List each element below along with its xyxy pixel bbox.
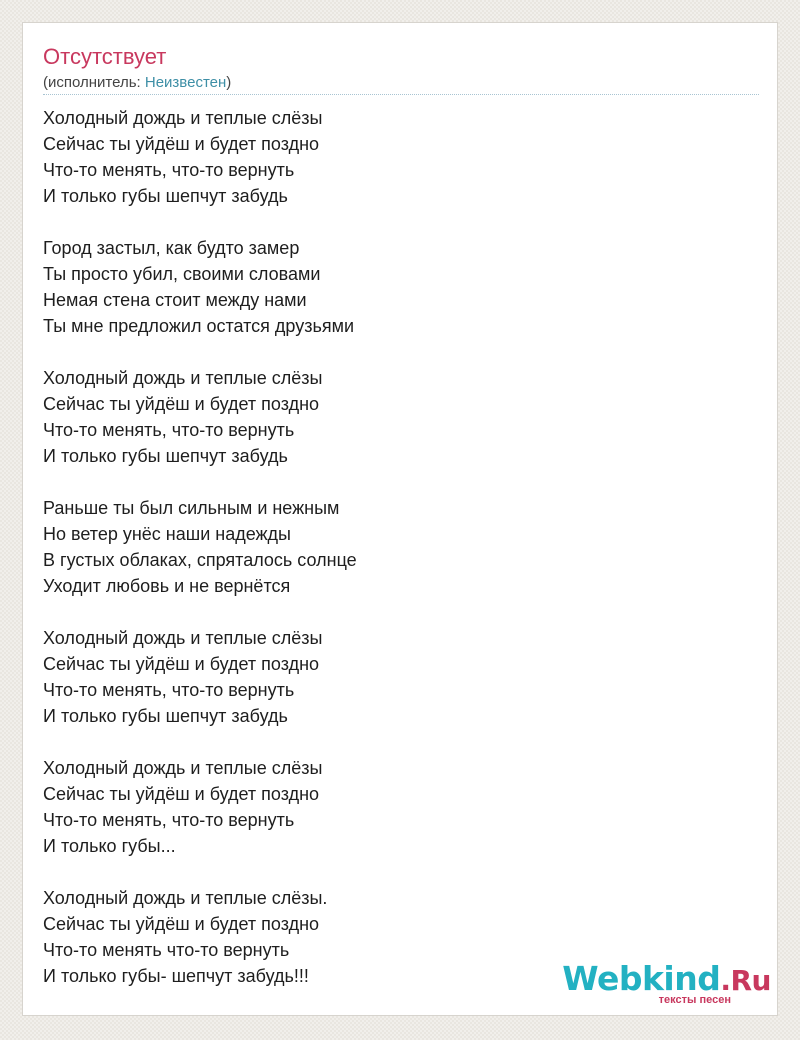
- lyric-line: В густых облаках, спряталось солнце: [43, 550, 357, 570]
- artist-link[interactable]: Неизвестен: [144, 74, 227, 91]
- lyric-line: И только губы шепчут забудь: [43, 186, 288, 206]
- lyrics-stanza: [43, 365, 759, 469]
- logo-brand: Webkind: [562, 959, 721, 998]
- artist-suffix: ): [226, 74, 232, 91]
- lyrics-stanza: [43, 495, 759, 599]
- artist-prefix: (исполнитель:: [43, 74, 145, 91]
- lyric-line: Ты просто убил, своими словами: [43, 264, 321, 284]
- lyric-line: Немая стена стоит между нами: [43, 290, 307, 310]
- lyric-line: Холодный дождь и теплые слёзы: [43, 368, 323, 388]
- lyric-line: Раньше ты был сильным и нежным: [43, 498, 340, 518]
- title-divider: [43, 94, 759, 95]
- lyric-line: Сейчас ты уйдёш и будет поздно: [43, 394, 320, 414]
- lyric-line: И только губы шепчут забудь: [43, 446, 288, 466]
- lyric-line: Сейчас ты уйдёш и будет поздно: [43, 654, 320, 674]
- lyric-line: Что-то менять, что-то вернуть: [43, 420, 295, 440]
- lyric-line: И только губы...: [43, 836, 176, 856]
- lyrics-stanza: [43, 105, 759, 209]
- song-title: Отсутствует: [43, 44, 167, 69]
- lyrics-card: [22, 22, 778, 1016]
- lyric-line: И только губы шепчут забудь: [43, 706, 288, 726]
- logo-tld: .Ru: [720, 964, 771, 997]
- lyric-line: Уходит любовь и не вернётся: [43, 576, 291, 596]
- lyric-line: Но ветер унёс наши надежды: [43, 524, 291, 544]
- lyrics-body: [43, 105, 759, 1015]
- lyric-line: Что-то менять, что-то вернуть: [43, 810, 295, 830]
- lyric-line: Что-то менять что-то вернуть: [43, 940, 290, 960]
- lyric-line: Сейчас ты уйдёш и будет поздно: [43, 134, 320, 154]
- lyric-line: Что-то менять, что-то вернуть: [43, 160, 295, 180]
- lyrics-stanza: [43, 755, 759, 859]
- lyric-line: Холодный дождь и теплые слёзы: [43, 758, 323, 778]
- lyric-line: Что-то менять, что-то вернуть: [43, 680, 295, 700]
- site-logo[interactable]: [562, 959, 771, 1009]
- lyric-line: Холодный дождь и теплые слёзы.: [43, 888, 328, 908]
- lyric-line: Сейчас ты уйдёш и будет поздно: [43, 914, 320, 934]
- lyrics-stanza: [43, 625, 759, 729]
- lyric-line: Ты мне предложил остатся друзьями: [43, 316, 355, 336]
- lyrics-stanza: [43, 235, 759, 339]
- lyric-line: Сейчас ты уйдёш и будет поздно: [43, 784, 320, 804]
- lyric-line: И только губы- шепчут забудь!!!: [43, 966, 309, 986]
- lyric-line: Холодный дождь и теплые слёзы: [43, 628, 323, 648]
- artist-line: [43, 73, 231, 93]
- lyric-line: Город застыл, как будто замер: [43, 238, 300, 258]
- logo-tagline: тексты песен: [658, 994, 731, 1006]
- lyric-line: Холодный дождь и теплые слёзы: [43, 108, 323, 128]
